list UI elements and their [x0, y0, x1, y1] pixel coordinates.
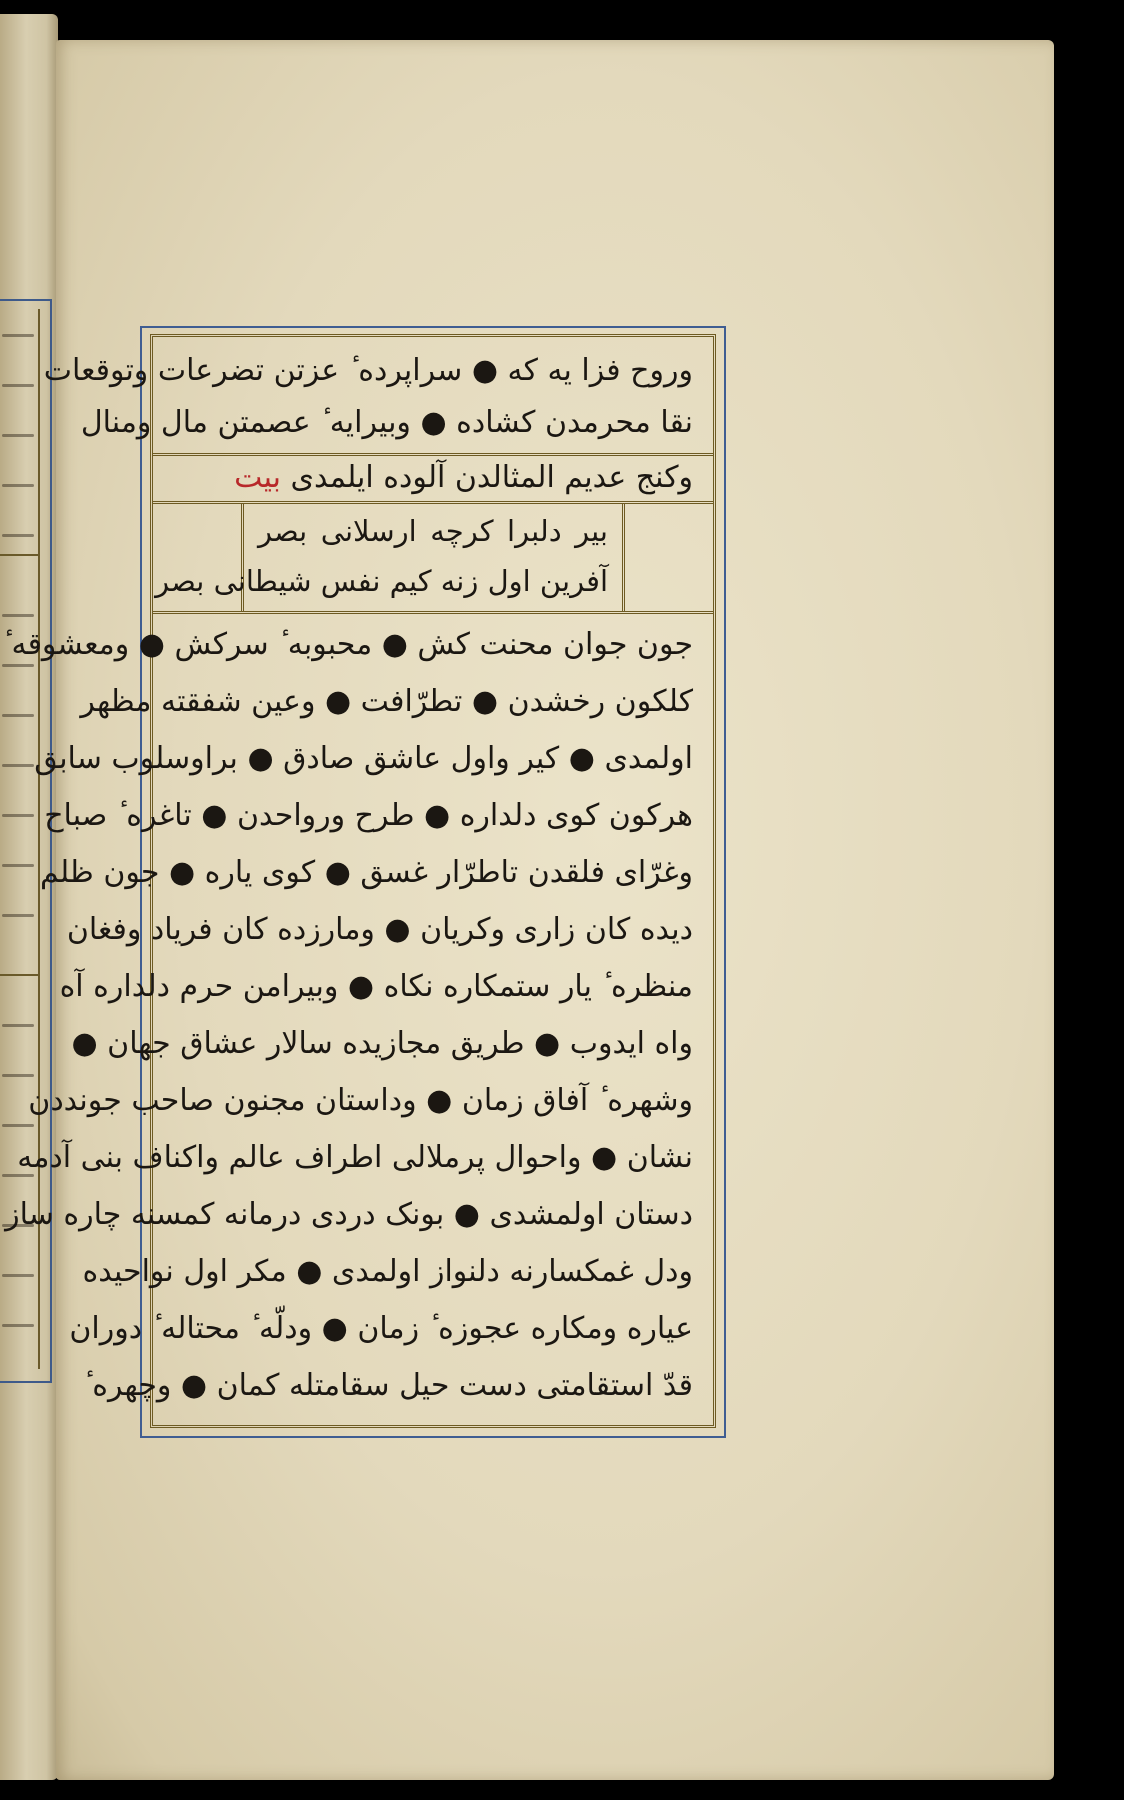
adjacent-folio-text-trace: [2, 864, 34, 867]
adjacent-folio-text-trace: [2, 484, 34, 487]
prose-line: وکنج عدیم المثالدن آلوده ایلمدی: [290, 460, 693, 495]
prose-line: هرکون کوی دلداره ● طرح ورواحدن ● تاغره ٔ صباح: [44, 798, 693, 833]
prose-line: قدّ استقامتی دست حیل سقامتله کمان ● وچهره ٔ: [82, 1368, 693, 1403]
prose-line: وروح فزا یه که ● سراپرده ٔ عزتن تضرعات وتوقعات: [43, 353, 693, 388]
verse-box: [155, 503, 625, 611]
adjacent-folio-text-trace: [2, 384, 34, 387]
verse-line: بیر دلبرا کرچه ارسلانی بصر: [258, 514, 608, 548]
adjacent-folio-text-trace: [2, 764, 34, 767]
adjacent-folio-text-trace: [2, 814, 34, 817]
main-prose-block: [1, 613, 713, 1419]
prose-line: دیده کان زاری وکریان ● ومارزده کان فریاد وفغان: [66, 912, 693, 947]
prose-line: عیاره ومکاره عجوزه ٔ زمان ● ودلّه ٔ محتاله ٔ دوران: [69, 1311, 693, 1346]
gold-text-frame: [1, 334, 716, 1428]
prose-line: جون جوان محنت کش ● محبوبه ٔ سرکش ● ومعشوقه ٔ: [1, 627, 693, 662]
prose-line: منظره ٔ یار ستمکاره نکاه ● وبیرامن حرم دلداره آه: [59, 969, 693, 1004]
prose-line: وغرّای فلقدن تاطرّار غسق ● کوی یاره ● جون ظلم: [40, 855, 693, 890]
verse-line: آفرین اول زنه کیم نفس شیطانی بصر: [155, 564, 608, 598]
adjacent-folio-band-rule: [0, 554, 38, 556]
adjacent-folio-text-trace: [2, 614, 34, 617]
prose-line: کلکون رخشدن ● تطرّافت ● وعین شفقته مظهر: [80, 684, 693, 719]
top-prose-band: [43, 337, 713, 456]
prose-line: نشان ● واحوال پرملالی اطراف عالم واکناف بنی آدمه: [17, 1140, 693, 1175]
adjacent-folio-band-rule: [0, 974, 38, 976]
prose-line-with-rubric: [173, 452, 693, 504]
prose-line: ودل غمکسارنه دلنواز اولمدی ● مکر اول نواحیده: [82, 1254, 693, 1289]
prose-line: نقا محرمدن کشاده ● وبیرایه ٔ عصمتن مال ومنال: [80, 405, 693, 440]
adjacent-folio-text-trace: [2, 1274, 34, 1277]
adjacent-folio-text-trace: [2, 914, 34, 917]
rubric-band: [153, 455, 713, 504]
prose-line: وشهره ٔ آفاق زمان ● وداستان مجنون صاحب جونددن: [28, 1083, 693, 1118]
adjacent-folio-text-trace: [2, 534, 34, 537]
prose-line: اولمدی ● کیر واول عاشق صادق ● براوسلوب سابق: [34, 741, 693, 776]
adjacent-folio-text-trace: [2, 714, 34, 717]
adjacent-folio-text-trace: [2, 1024, 34, 1027]
adjacent-folio-text-trace: [2, 434, 34, 437]
prose-line: واه ایدوب ● طریق مجازیده سالار عشاق جهان ●: [71, 1026, 693, 1061]
prose-line: دستان اولمشدی ● بونک دردی درمانه کمسنه چاره ساز: [5, 1197, 693, 1232]
rubric-heading: بیت: [234, 460, 281, 495]
verse-band: [153, 503, 713, 614]
folio-page: [1, 40, 1054, 1780]
adjacent-folio-text-trace: [2, 1324, 34, 1327]
adjacent-folio-text-trace: [2, 334, 34, 337]
